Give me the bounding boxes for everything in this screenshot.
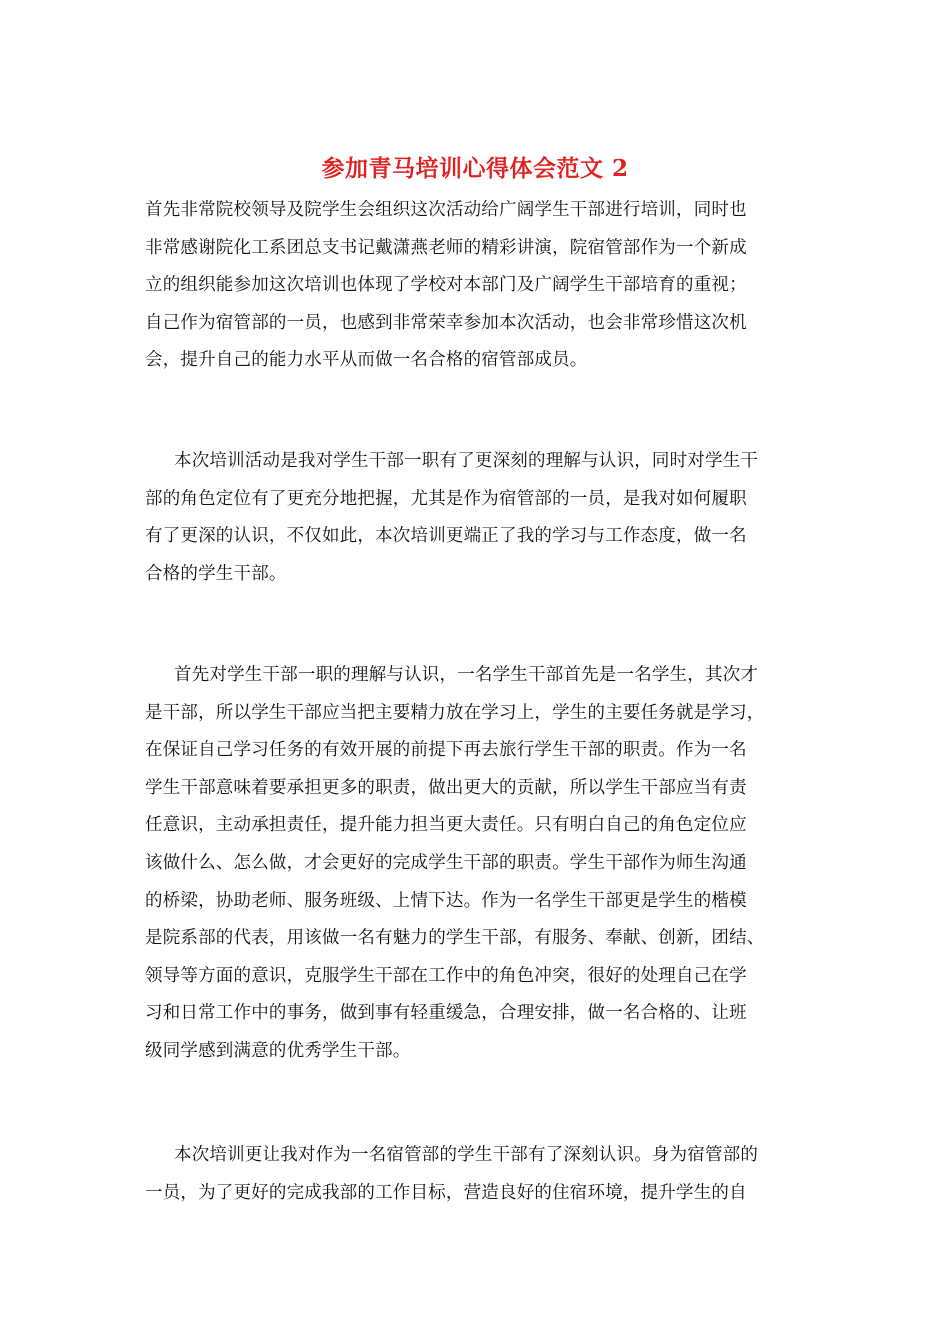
paragraph-3 — [145, 657, 807, 1071]
paragraph-line: 学生干部意味着要承担更多的职责，做出更大的贡献，所以学生干部应当有责 — [145, 777, 747, 798]
paragraph-line: 在保证自己学习任务的有效开展的前提下再去旅行学生干部的职责。作为一名 — [145, 740, 747, 761]
paragraph-1 — [145, 192, 807, 380]
paragraph-line: 首先对学生干部一职的理解与认识，一名学生干部首先是一名学生，其次才 — [174, 665, 759, 685]
paragraph-line: 合格的学生干部。 — [145, 563, 287, 584]
paragraph-2 — [145, 443, 807, 593]
paragraph-line: 该做什么、怎么做，才会更好的完成学生干部的职责。学生干部作为师生沟通 — [145, 852, 747, 873]
paragraph-line: 级同学感到满意的优秀学生干部。 — [145, 1040, 411, 1061]
paragraph-line: 自己作为宿管部的一员，也感到非常荣幸参加本次活动，也会非常珍惜这次机 — [145, 312, 747, 333]
paragraph-4 — [145, 1137, 807, 1212]
paragraph-line: 非常感谢院化工系团总支书记戴潇燕老师的精彩讲演，院宿管部作为一个新成 — [145, 237, 747, 258]
paragraph-line: 是院系部的代表，用该做一名有魅力的学生干部，有服务、奉献、创新，团结、 — [145, 928, 765, 949]
paragraph-line: 立的组织能参加这次培训也体现了学校对本部门及广阔学生干部培育的重视； — [145, 275, 747, 296]
paragraph-line: 本次培训活动是我对学生干部一职有了更深刻的理解与认识，同时对学生干 — [174, 451, 759, 471]
paragraph-line: 领导等方面的意识，克服学生干部在工作中的角色冲突，很好的处理自己在学 — [145, 965, 747, 986]
paragraph-line: 一员，为了更好的完成我部的工作目标，营造良好的住宿环境，提升学生的自 — [145, 1182, 747, 1203]
paragraph-line: 首先非常院校领导及院学生会组织这次活动给广阔学生干部进行培训，同时也 — [145, 200, 747, 220]
paragraph-line: 会，提升自己的能力水平从而做一名合格的宿管部成员。 — [145, 350, 588, 371]
paragraph-line: 有了更深的认识，不仅如此，本次培训更端正了我的学习与工作态度，做一名 — [145, 526, 747, 547]
paragraph-line: 是干部，所以学生干部应当把主要精力放在学习上，学生的主要任务就是学习， — [145, 702, 765, 723]
paragraph-line: 习和日常工作中的事务，做到事有轻重缓急，合理安排，做一名合格的、让班 — [145, 1003, 747, 1024]
paragraph-line: 任意识，主动承担责任，提升能力担当更大责任。只有明白自己的角色定位应 — [145, 815, 747, 836]
document-title: 参加青马培训心得体会范文 2 — [321, 155, 629, 182]
paragraph-line: 部的角色定位有了更充分地把握，尤其是作为宿管部的一员，是我对如何履职 — [145, 488, 747, 509]
paragraph-line: 的桥梁，协助老师、服务班级、上情下达。作为一名学生干部更是学生的楷模 — [145, 890, 747, 911]
paragraph-line: 本次培训更让我对作为一名宿管部的学生干部有了深刻认识。身为宿管部的 — [174, 1145, 759, 1165]
